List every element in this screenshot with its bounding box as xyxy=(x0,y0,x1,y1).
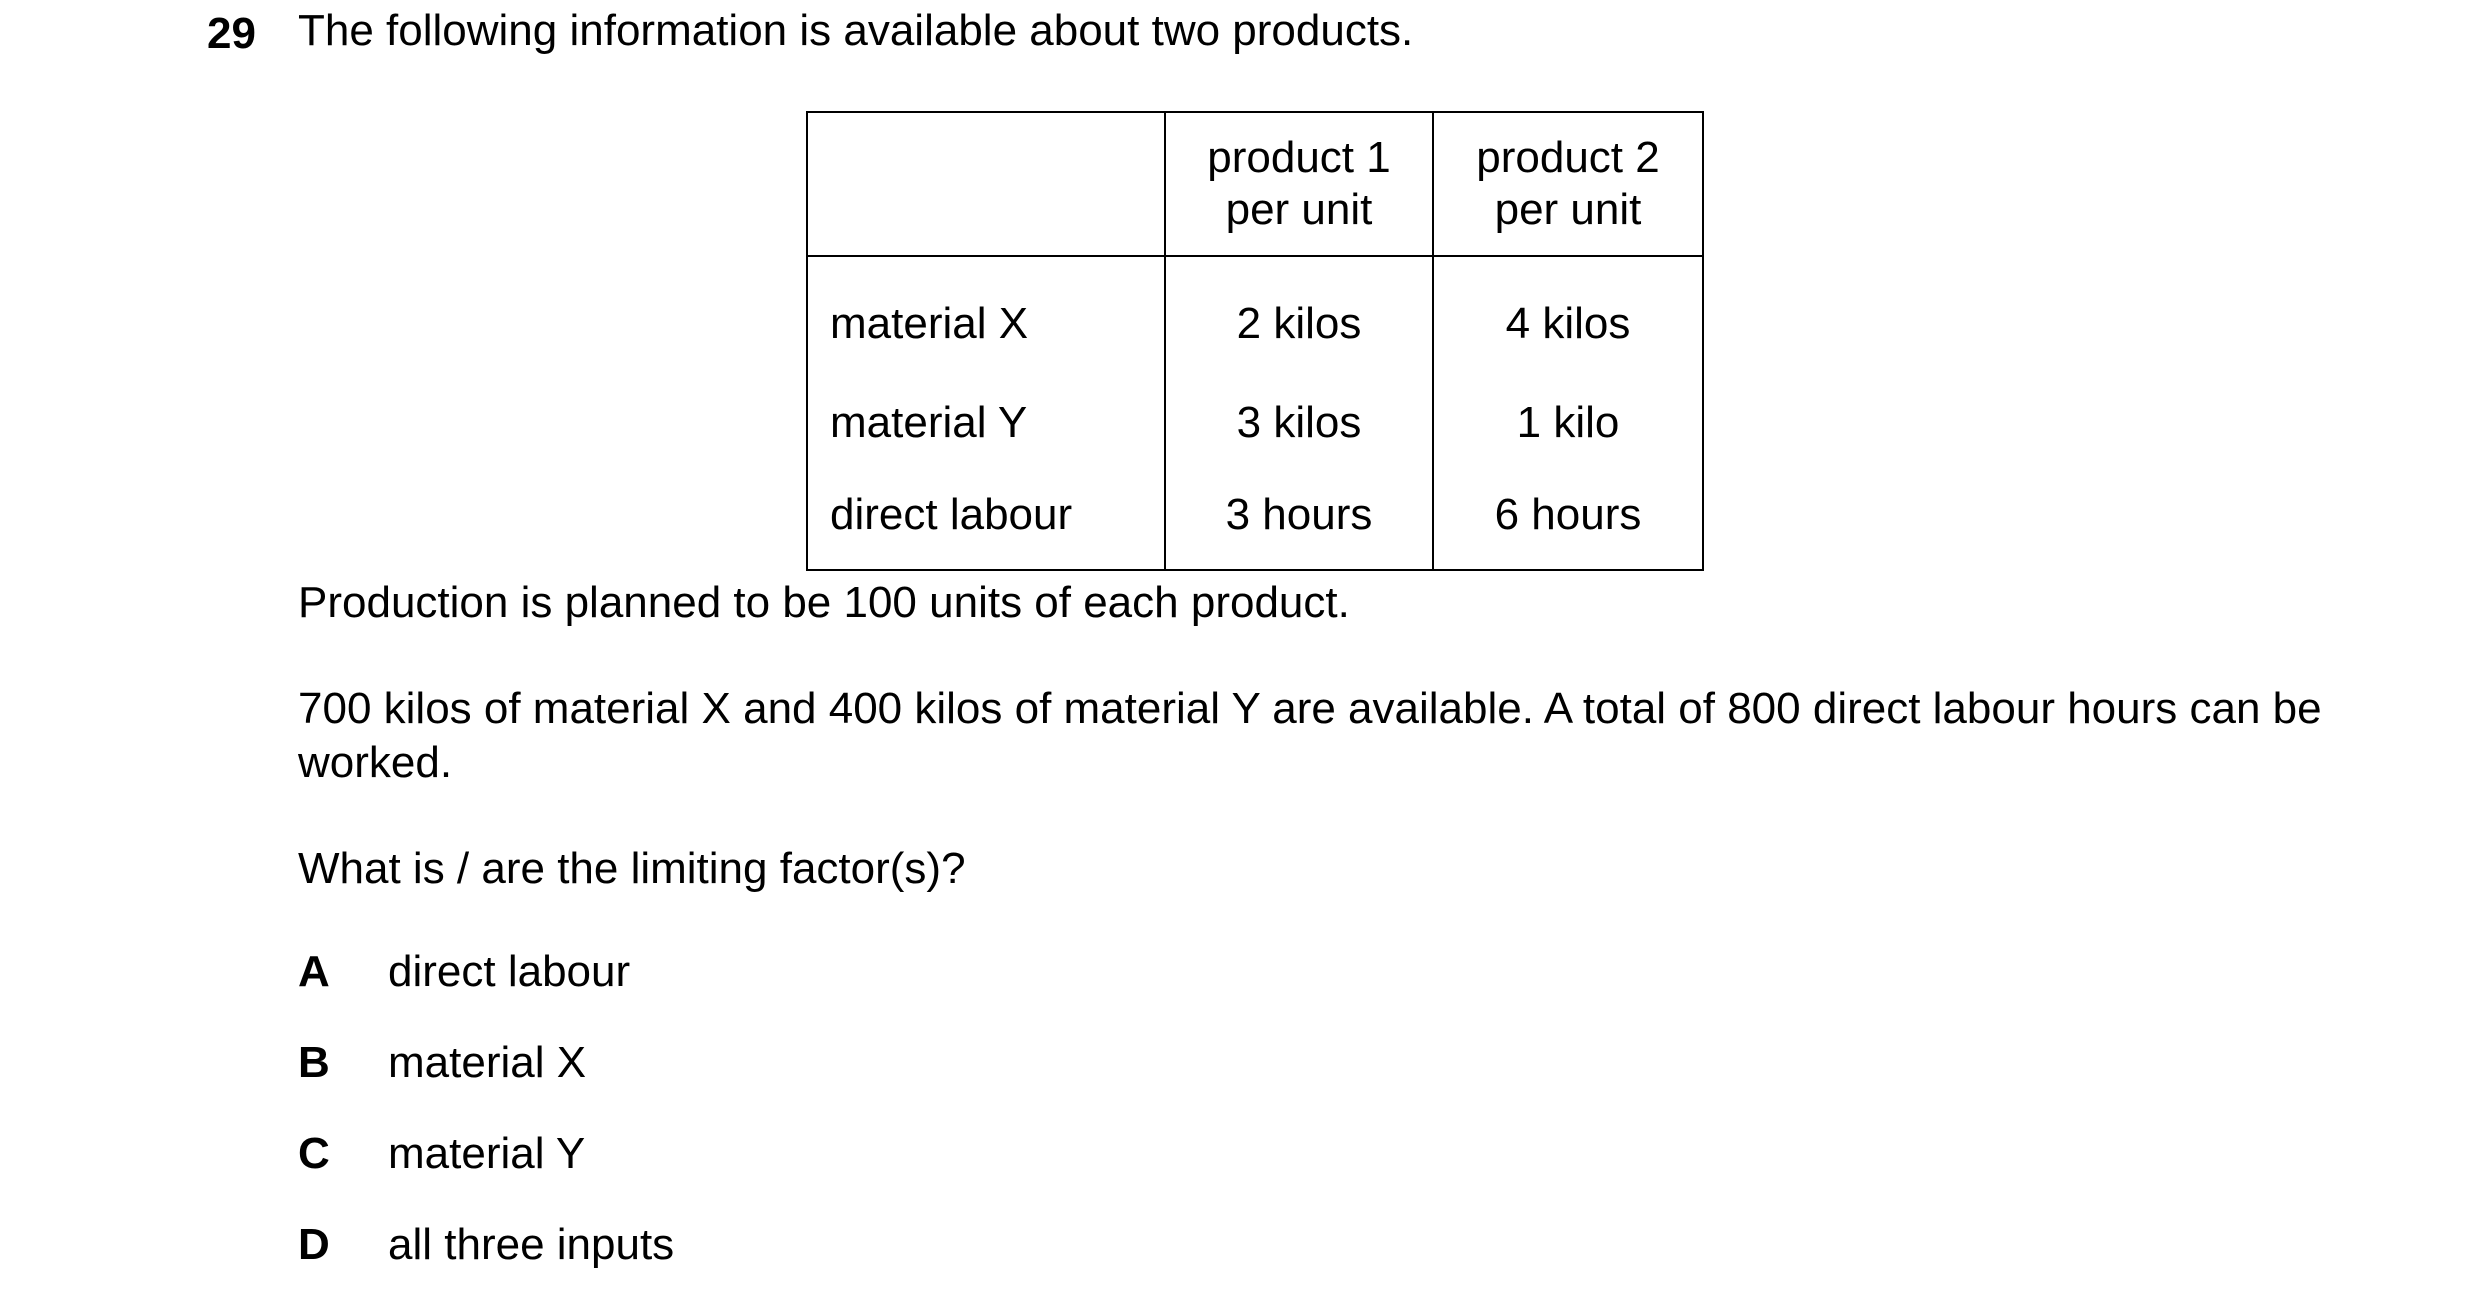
option-a[interactable] xyxy=(298,944,630,1000)
cell-direct-labour-product-1: 3 hours xyxy=(1165,467,1433,570)
option-text: material X xyxy=(388,1038,587,1087)
option-text: all three inputs xyxy=(388,1220,675,1269)
availability-text: 700 kilos of material X and 400 kilos of material Y are available. A total of 800 direct labour hours can be worked. xyxy=(298,684,2322,787)
cell-direct-labour-product-2: 6 hours xyxy=(1433,467,1703,570)
option-d[interactable] xyxy=(298,1217,674,1273)
question-intro: The following information is available about two products. xyxy=(298,6,1414,55)
production-plan-text: Production is planned to be 100 units of each product. xyxy=(298,578,1350,627)
option-text: material Y xyxy=(388,1129,586,1178)
question-number: 29 xyxy=(207,9,256,58)
table-row xyxy=(807,256,1703,379)
option-letter: D xyxy=(298,1220,330,1269)
table-header-product-1 xyxy=(1165,112,1433,256)
cell-material-y-product-2: 1 kilo xyxy=(1433,379,1703,467)
row-label-direct-labour: direct labour xyxy=(830,490,1073,539)
cell-material-x-product-1: 2 kilos xyxy=(1165,256,1433,379)
row-label-material-y: material Y xyxy=(830,398,1028,447)
option-text: direct labour xyxy=(388,947,631,996)
cell-material-y-product-1: 3 kilos xyxy=(1165,379,1433,467)
option-letter: A xyxy=(298,947,330,996)
table-header-row xyxy=(807,112,1703,256)
option-letter: B xyxy=(298,1038,330,1087)
option-c[interactable] xyxy=(298,1126,585,1182)
table-header-empty xyxy=(807,112,1165,256)
table-header-product-2 xyxy=(1433,112,1703,256)
product-info-table xyxy=(806,111,1704,571)
question-prompt: What is / are the limiting factor(s)? xyxy=(298,844,966,893)
table-row xyxy=(807,379,1703,467)
table-header-product-1-label: product 1 per unit xyxy=(1207,133,1391,234)
row-label-material-x: material X xyxy=(830,299,1029,348)
option-letter: C xyxy=(298,1129,330,1178)
table-row xyxy=(807,467,1703,570)
cell-material-x-product-2: 4 kilos xyxy=(1433,256,1703,379)
table-header-product-2-label: product 2 per unit xyxy=(1476,133,1660,234)
option-b[interactable] xyxy=(298,1035,586,1091)
